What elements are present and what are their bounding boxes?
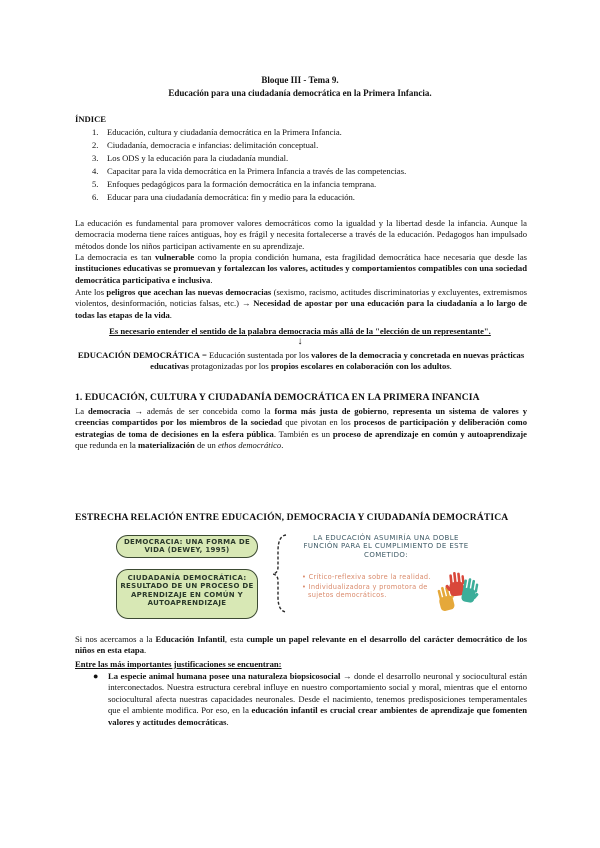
justification-item: La especie animal humana posee una naturaleza biopsicosocial → donde el desarrollo neuronal y sociocultural están interconectados. Nuestra estructura cerebral influye en nuestro comportamiento social y moral, mientras que el entorno sociocultural afecta nuestras capacidades neuronales. Desde el nacimiento, tenemos predisposiciones temperamentales que el ambiente modifica. Por eso, en la educación infantil es crucial crear ambientes de aprendizaje que fomenten valores y actitudes democráticas. <box>108 671 527 727</box>
index-item: 2. Ciudadanía, democracia e infancias: delimitación conceptual. <box>92 140 319 150</box>
function-list <box>302 573 432 599</box>
democratic-education-definition: EDUCACIÓN DEMOCRÁTICA = Educación sustentada por los valores de la democracia y concretada en nuevas prácticas educativas protagonizadas por los propios escolares en colaboración con los adultos. <box>77 350 525 372</box>
bloque-heading: Bloque III - Tema 9. <box>261 75 339 85</box>
infantil-paragraph: Si nos acercamos a la Educación Infantil, esta cumple un papel relevante en el desarrollo del carácter democrático de los niños en esta etapa. <box>75 634 527 656</box>
index-item: 1. Educación, cultura y ciudadanía democrática en la Primera Infancia. <box>92 127 342 137</box>
document-title: Educación para una ciudadanía democrática en la Primera Infancia. <box>168 88 432 98</box>
index-item: 5. Enfoques pedagógicos para la formación democrática en la infancia temprana. <box>92 179 377 189</box>
justifications-heading: Entre las más importantes justificaciones se encuentran: <box>75 659 282 669</box>
relation-title: ESTRECHA RELACIÓN ENTRE EDUCACIÓN, DEMOCRACIA Y CIUDADANÍA DEMOCRÁTICA <box>75 512 509 523</box>
index-item: 6. Educar para una ciudadanía democrática: fin y medio para la educación. <box>92 192 355 202</box>
function-item: • Crítico-reflexiva sobre la realidad. <box>302 573 431 581</box>
index-item: 4. Capacitar para la vida democrática en la Primera Infancia a través de las competencias. <box>92 166 407 176</box>
function-item: • Individualizadora y promotora de sujetos democráticos. <box>302 583 428 599</box>
democracy-meaning-line: Es necesario entender el sentido de la palabra democracia más allá de la "elección de un representante". <box>109 326 491 336</box>
section-1-paragraph: La democracia → además de ser concebida como la forma más justa de gobierno, representa un sistema de valores y creencias compartidos por los miembros de la sociedad que pivotan en los procesos de participación y deliberación como estrategias de toma de decisiones en la esfera pública. También es un proceso de aprendizaje en común y autoaprendizaje que redunda en la materialización de un ethos democrático. <box>75 406 528 451</box>
double-function-text: LA EDUCACIÓN ASUMIRÍA UNA DOBLE FUNCIÓN PARA EL CUMPLIMIENTO DE ESTE COMETIDO: <box>303 534 469 559</box>
democracy-pill: DEMOCRACIA: UNA FORMA DE VIDA (DEWEY, 1995) <box>116 535 258 558</box>
intro-paragraph-2: La democracia es tan vulnerable como la propia condición humana, esta fragilidad democrática hace necesaria que desde las instituciones educativas se promuevan y fortalezcan los valores, actitudes y comportamientos compatibles con una sociedad democrática participativa e inclusiva. <box>75 252 527 285</box>
intro-paragraph-3: Ante los peligros que acechan las nuevas democracias (sexismo, racismo, actitudes discriminatorias y excluyentes, extremismos violentos, desinformación, noticias falsas, etc.) → Necesidad de apostar por una educación para la ciudadanía a lo largo de todas las etapas de la vida. <box>75 287 527 320</box>
bullet-dot-icon: ● <box>93 671 99 681</box>
section-1-title: 1. EDUCACIÓN, CULTURA Y CIUDADANÍA DEMOCRÁTICA EN LA PRIMERA INFANCIA <box>75 392 480 403</box>
down-arrow-icon: ↓ <box>297 336 303 347</box>
relation-infographic <box>112 533 482 618</box>
bracket-icon <box>272 533 292 613</box>
index-heading: ÍNDICE <box>75 114 107 124</box>
intro-paragraph-1: La educación es fundamental para promover valores democráticos como la igualdad y la libertad desde la infancia. Aunque la democracia moderna tiene raíces antiguas, hoy es frágil y necesita fortalecerse a través de la educación. Pedagogos han impulsado métodos donde los niños participan activamente en su aprendizaje. <box>75 218 527 251</box>
citizenship-pill: CIUDADANÍA DEMOCRÁTICA: RESULTADO DE UN PROCESO DE APRENDIZAJE EN COMÚN Y AUTOAPRENDIZAJE <box>116 569 258 619</box>
colorful-hands-icon <box>430 565 486 615</box>
index-item: 3. Los ODS y la educación para la ciudadanía mundial. <box>92 153 289 163</box>
